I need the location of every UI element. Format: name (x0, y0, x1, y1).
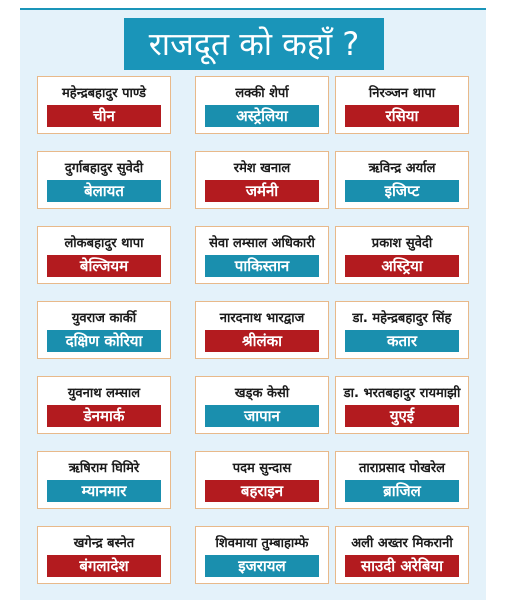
country-label: इजिप्ट (345, 180, 459, 202)
ambassador-name: शिवमाया तुम्बाहाम्फे (215, 536, 309, 551)
ambassador-card (37, 76, 171, 134)
ambassador-name: खड्क केसी (234, 386, 290, 401)
ambassador-name: नारदनाथ भारद्वाज (219, 311, 305, 326)
page-title: राजदूत को कहाँ ? (124, 18, 384, 70)
country-label: अस्ट्रिया (345, 255, 459, 277)
country-label: बेलायत (47, 180, 161, 202)
ambassador-card (195, 226, 329, 284)
ambassador-name: लक्की शेर्पा (235, 86, 289, 101)
ambassador-name: महेन्द्रबहादुर पाण्डे (62, 86, 146, 101)
country-label: पाकिस्तान (205, 255, 319, 277)
ambassador-name: ऋविन्द्र अर्याल (368, 161, 436, 176)
ambassador-name: ताराप्रसाद पोखरेल (359, 461, 445, 476)
ambassador-name: युवराज कार्की (71, 311, 137, 326)
ambassador-card (195, 76, 329, 134)
country-label: डेनमार्क (47, 405, 161, 427)
ambassador-card (335, 376, 469, 434)
ambassador-name: डा. महेन्द्रबहादुर सिंह (352, 311, 452, 326)
ambassador-card (37, 526, 171, 584)
country-label: जापान (205, 405, 319, 427)
country-label: बहराइन (205, 480, 319, 502)
country-label: चीन (47, 105, 161, 127)
ambassador-card (335, 226, 469, 284)
ambassador-card (335, 151, 469, 209)
infographic-panel (20, 8, 486, 600)
ambassador-card (195, 376, 329, 434)
ambassador-name: युवनाथ लम्साल (67, 386, 141, 401)
ambassador-name: खगेन्द्र बस्नेत (73, 536, 135, 551)
ambassador-card (37, 226, 171, 284)
ambassador-card (195, 151, 329, 209)
ambassador-card (195, 451, 329, 509)
ambassador-name: ऋषिराम घिमिरे (68, 461, 140, 476)
country-label: रसिया (345, 105, 459, 127)
ambassador-name: अली अख्तर मिकरानी (351, 536, 453, 551)
country-label: दक्षिण कोरिया (47, 330, 161, 352)
ambassador-name: डा. भरतबहादुर रायमाझी (343, 386, 461, 401)
ambassador-card (37, 301, 171, 359)
ambassador-card (195, 526, 329, 584)
country-label: म्यानमार (47, 480, 161, 502)
country-label: इजरायल (205, 555, 319, 577)
country-label: अस्ट्रेलिया (205, 105, 319, 127)
ambassador-name: पदम सुन्दास (232, 461, 292, 476)
country-label: जर्मनी (205, 180, 319, 202)
ambassador-name: निरञ्जन थापा (368, 86, 436, 101)
ambassador-card (335, 526, 469, 584)
ambassador-card (335, 301, 469, 359)
ambassador-name: रमेश खनाल (233, 161, 291, 176)
ambassador-card (37, 151, 171, 209)
ambassador-card (37, 451, 171, 509)
country-label: युएई (345, 405, 459, 427)
ambassador-card (335, 451, 469, 509)
country-label: बेल्जियम (47, 255, 161, 277)
country-label: ब्राजिल (345, 480, 459, 502)
country-label: कतार (345, 330, 459, 352)
ambassador-name: सेवा लम्साल अधिकारी (209, 236, 315, 251)
ambassador-card (37, 376, 171, 434)
country-label: श्रीलंका (205, 330, 319, 352)
ambassador-card (195, 301, 329, 359)
ambassador-card (335, 76, 469, 134)
country-label: साउदी अरेबिया (345, 555, 459, 577)
country-label: बंगलादेश (47, 555, 161, 577)
ambassador-name: लोकबहादुर थापा (64, 236, 144, 251)
ambassador-name: दुर्गाबहादुर सुवेदी (64, 161, 144, 176)
ambassador-name: प्रकाश सुवेदी (371, 236, 433, 251)
